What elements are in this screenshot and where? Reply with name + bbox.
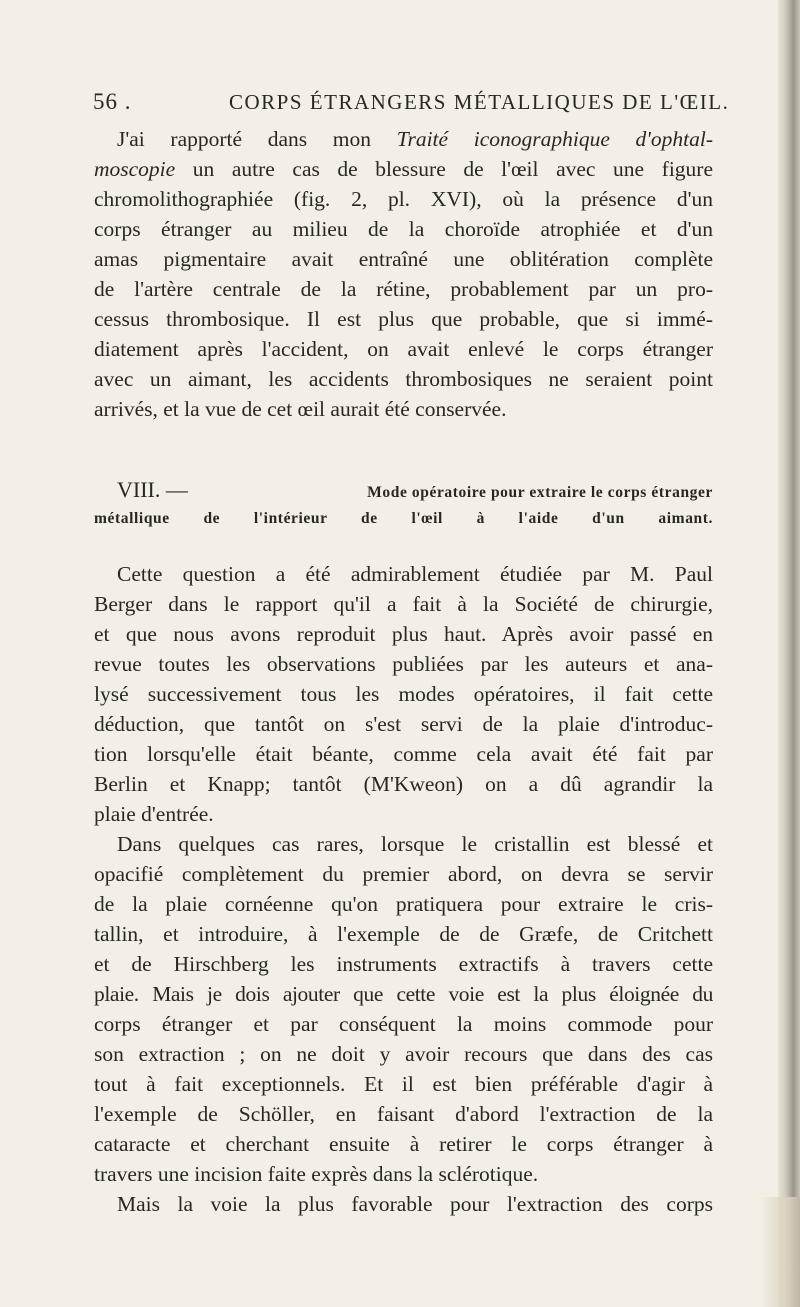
- text-line: Dans quelques cas rares, lorsque le cristallin est blessé et: [117, 832, 713, 856]
- text-line: son extraction ; on ne doit y avoir recours que dans des cas: [94, 1042, 713, 1066]
- book-title-italic: Traité iconographique d'ophtal-: [396, 127, 713, 151]
- text-line: plaie. Mais je dois ajouter que cette voie est la plus éloignée du: [94, 982, 713, 1006]
- text-line: corps étranger au milieu de la choroïde atrophiée et d'un: [94, 217, 713, 241]
- page-number: 56 .: [93, 89, 132, 114]
- section-title-line-1: Mode opératoire pour extraire le corps étranger: [367, 484, 713, 501]
- text-line: lysé successivement tous les modes opératoires, il fait cette: [94, 682, 713, 706]
- text-line: et que nous avons reproduit plus haut. Après avoir passé en: [94, 622, 713, 646]
- text-line: plaie d'entrée.: [94, 802, 214, 826]
- text-line: corps étranger et par conséquent la moins commode pour: [94, 1012, 713, 1036]
- text-line: de l'artère centrale de la rétine, probablement par un pro-: [94, 277, 713, 301]
- text-line: Berger dans le rapport qu'il a fait à la Société de chirurgie,: [94, 592, 713, 616]
- text-line: Mais la voie la plus favorable pour l'extraction des corps: [117, 1192, 713, 1216]
- text-line: cessus thrombosique. Il est plus que probable, que si immé-: [94, 307, 713, 331]
- running-title: CORPS ÉTRANGERS MÉTALLIQUES DE L'ŒIL.: [229, 90, 730, 114]
- book-title-italic: moscopie: [94, 157, 176, 181]
- page-edge-shadow: [778, 0, 800, 1307]
- section-number: VIII. —: [117, 477, 188, 502]
- text-line: opacifié complètement du premier abord, on devra se servir: [94, 862, 713, 886]
- text-line: l'exemple de Schöller, en faisant d'abord l'extraction de la: [94, 1102, 713, 1126]
- text-line: Berlin et Knapp; tantôt (M'Kweon) on a dû agrandir la: [94, 772, 713, 796]
- text-line: déduction, que tantôt on s'est servi de la plaie d'introduc-: [94, 712, 713, 736]
- running-head: [93, 89, 730, 119]
- text-line: avec un aimant, les accidents thrombosiques ne seraient point: [94, 367, 713, 391]
- text-line: diatement après l'accident, on avait enlevé le corps étranger: [94, 337, 713, 361]
- text-line: moscopie un autre cas de blessure de l'œil avec une figure: [94, 157, 713, 181]
- text-line: arrivés, et la vue de cet œil aurait été conservée.: [94, 397, 507, 421]
- text-line: tout à fait exceptionnels. Et il est bien préférable d'agir à: [94, 1072, 713, 1096]
- text-line: et de Hirschberg les instruments extractifs à travers cette: [94, 952, 713, 976]
- text-line: revue toutes les observations publiées par les auteurs et ana-: [94, 652, 713, 676]
- section-title-line-2: métallique de l'intérieur de l'œil à l'aide d'un aimant.: [94, 510, 713, 527]
- text-line: tallin, et introduire, à l'exemple de de Græfe, de Critchett: [94, 922, 713, 946]
- text-line: chromolithographiée (fig. 2, pl. XVI), où la présence d'un: [94, 187, 713, 211]
- text-line: cataracte et cherchant ensuite à retirer le corps étranger à: [94, 1132, 713, 1156]
- text-line: de la plaie cornéenne qu'on pratiquera pour extraire le cris-: [94, 892, 713, 916]
- text-line: amas pigmentaire avait entraîné une oblitération complète: [94, 247, 713, 271]
- text-line: tion lorsqu'elle était béante, comme cela avait été fait par: [94, 742, 713, 766]
- text-line: J'ai rapporté dans mon Traité iconographique d'ophtal-: [117, 127, 713, 151]
- text-line: travers une incision faite exprès dans la sclérotique.: [94, 1162, 539, 1186]
- text-line: Cette question a été admirablement étudiée par M. Paul: [117, 562, 713, 586]
- page-corner-shadow: [760, 1197, 800, 1307]
